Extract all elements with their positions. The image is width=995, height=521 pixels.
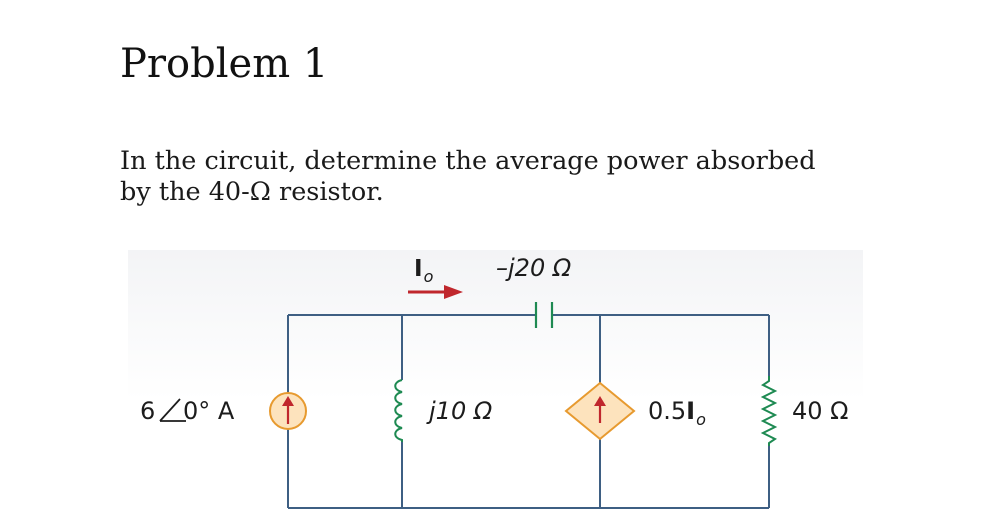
- problem-statement-line-2: by the 40-Ω resistor.: [120, 177, 384, 207]
- resistor-label: 40 Ω: [792, 397, 849, 425]
- source-angle: 0° A: [183, 397, 235, 425]
- source-label: [140, 397, 235, 425]
- dependent-source-label: $0.5I_o$: [648, 397, 706, 429]
- current-label: $I_o$: [414, 256, 434, 286]
- capacitor-label: –j20 Ω: [496, 254, 572, 282]
- current-source-symbol: [270, 393, 306, 429]
- source-magnitude: 6: [140, 397, 156, 425]
- problem-statement-line-1: In the circuit, determine the average power absorbed: [120, 146, 816, 176]
- inductor-label: j10 Ω: [429, 397, 493, 425]
- problem-title: Problem 1: [120, 41, 329, 87]
